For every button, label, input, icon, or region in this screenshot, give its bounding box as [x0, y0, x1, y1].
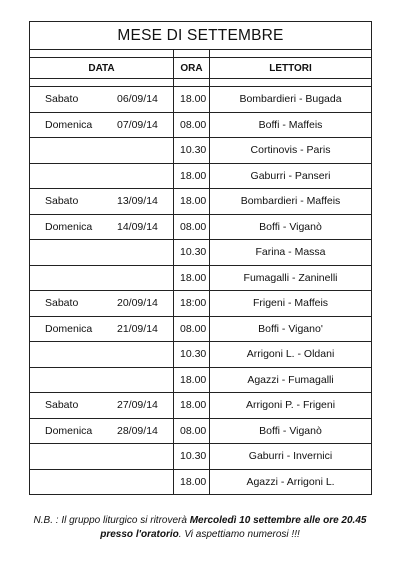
cell-date — [30, 138, 174, 164]
cell-date — [30, 112, 174, 138]
row-time: 10.30 — [174, 444, 210, 470]
cell-date — [30, 367, 174, 393]
cell-date — [30, 189, 174, 215]
row-day: Sabato — [45, 195, 79, 208]
table-row — [30, 316, 372, 342]
row-date: 06/09/14 — [117, 93, 158, 106]
header-readers: LETTORI — [210, 58, 372, 79]
cell-date — [30, 163, 174, 189]
row-date: 28/09/14 — [117, 424, 158, 437]
row-day: Domenica — [45, 118, 93, 131]
table-row — [30, 189, 372, 215]
table-row — [30, 444, 372, 470]
row-time: 08.00 — [174, 316, 210, 342]
row-readers: Cortinovis - Paris — [210, 138, 372, 164]
row-readers: Farina - Massa — [210, 240, 372, 266]
row-time: 08.00 — [174, 418, 210, 444]
table-row — [30, 291, 372, 317]
cell-date — [30, 444, 174, 470]
table-row — [30, 214, 372, 240]
row-time: 18.00 — [174, 367, 210, 393]
header-date: DATA — [30, 58, 174, 79]
table-row — [30, 265, 372, 291]
row-readers: Bombardieri - Maffeis — [210, 189, 372, 215]
table-row — [30, 342, 372, 368]
table-row — [30, 367, 372, 393]
row-time: 18.00 — [174, 87, 210, 113]
row-day: Sabato — [45, 399, 79, 412]
row-time: 10.30 — [174, 342, 210, 368]
row-readers: Gaburri - Panseri — [210, 163, 372, 189]
row-readers: Gaburri - Invernici — [210, 444, 372, 470]
table-title: MESE DI SETTEMBRE — [30, 22, 372, 50]
note-location: presso l'oratorio — [100, 529, 179, 540]
cell-date — [30, 469, 174, 495]
table-row — [30, 393, 372, 419]
header-time: ORA — [174, 58, 210, 79]
row-time: 18.00 — [174, 393, 210, 419]
row-readers: Frigeni - Maffeis — [210, 291, 372, 317]
cell-date — [30, 291, 174, 317]
spacer-row — [30, 79, 372, 87]
row-day: Domenica — [45, 424, 93, 437]
table-row — [30, 418, 372, 444]
note-suffix: . Vi aspettiamo numerosi !!! — [178, 529, 300, 540]
cell-date — [30, 393, 174, 419]
row-readers: Arrigoni L. - Oldani — [210, 342, 372, 368]
row-readers: Agazzi - Arrigoni L. — [210, 469, 372, 495]
table-row — [30, 469, 372, 495]
row-day: Domenica — [45, 220, 93, 233]
row-date: 07/09/14 — [117, 118, 158, 131]
row-time: 08.00 — [174, 214, 210, 240]
row-date: 14/09/14 — [117, 220, 158, 233]
row-time: 18:00 — [174, 291, 210, 317]
schedule-sheet — [29, 21, 371, 495]
row-day: Domenica — [45, 322, 93, 335]
row-date: 20/09/14 — [117, 297, 158, 310]
readers-schedule-table — [29, 21, 372, 495]
row-day: Sabato — [45, 93, 79, 106]
row-readers: Agazzi - Fumagalli — [210, 367, 372, 393]
table-row — [30, 240, 372, 266]
table-row — [30, 87, 372, 113]
row-date: 27/09/14 — [117, 399, 158, 412]
cell-date — [30, 342, 174, 368]
row-time: 08.00 — [174, 112, 210, 138]
row-time: 18.00 — [174, 469, 210, 495]
cell-date — [30, 418, 174, 444]
row-date: 21/09/14 — [117, 322, 158, 335]
note-meeting-time: Mercoledì 10 settembre alle ore 20.45 — [189, 515, 367, 526]
cell-date — [30, 316, 174, 342]
spacer-row — [30, 50, 372, 58]
row-readers: Bombardieri - Bugada — [210, 87, 372, 113]
row-date: 13/09/14 — [117, 195, 158, 208]
row-readers: Boffi - Viganò — [210, 418, 372, 444]
row-readers: Boffi - Viganò — [210, 214, 372, 240]
row-time: 18.00 — [174, 163, 210, 189]
row-readers: Boffi - Maffeis — [210, 112, 372, 138]
table-row — [30, 112, 372, 138]
cell-date — [30, 240, 174, 266]
row-readers: Arrigoni P. - Frigeni — [210, 393, 372, 419]
row-time: 18.00 — [174, 189, 210, 215]
row-time: 10.30 — [174, 138, 210, 164]
table-row — [30, 138, 372, 164]
row-readers: Fumagalli - Zaninelli — [210, 265, 372, 291]
cell-date — [30, 214, 174, 240]
row-time: 18.00 — [174, 265, 210, 291]
column-headers — [30, 58, 372, 79]
note-prefix: N.B. : Il gruppo liturgico si ritroverà — [33, 515, 190, 526]
table-row — [30, 163, 372, 189]
cell-date — [30, 87, 174, 113]
cell-date — [30, 265, 174, 291]
footer-note — [20, 514, 380, 542]
row-day: Sabato — [45, 297, 79, 310]
row-readers: Boffi - Vigano' — [210, 316, 372, 342]
row-time: 10.30 — [174, 240, 210, 266]
